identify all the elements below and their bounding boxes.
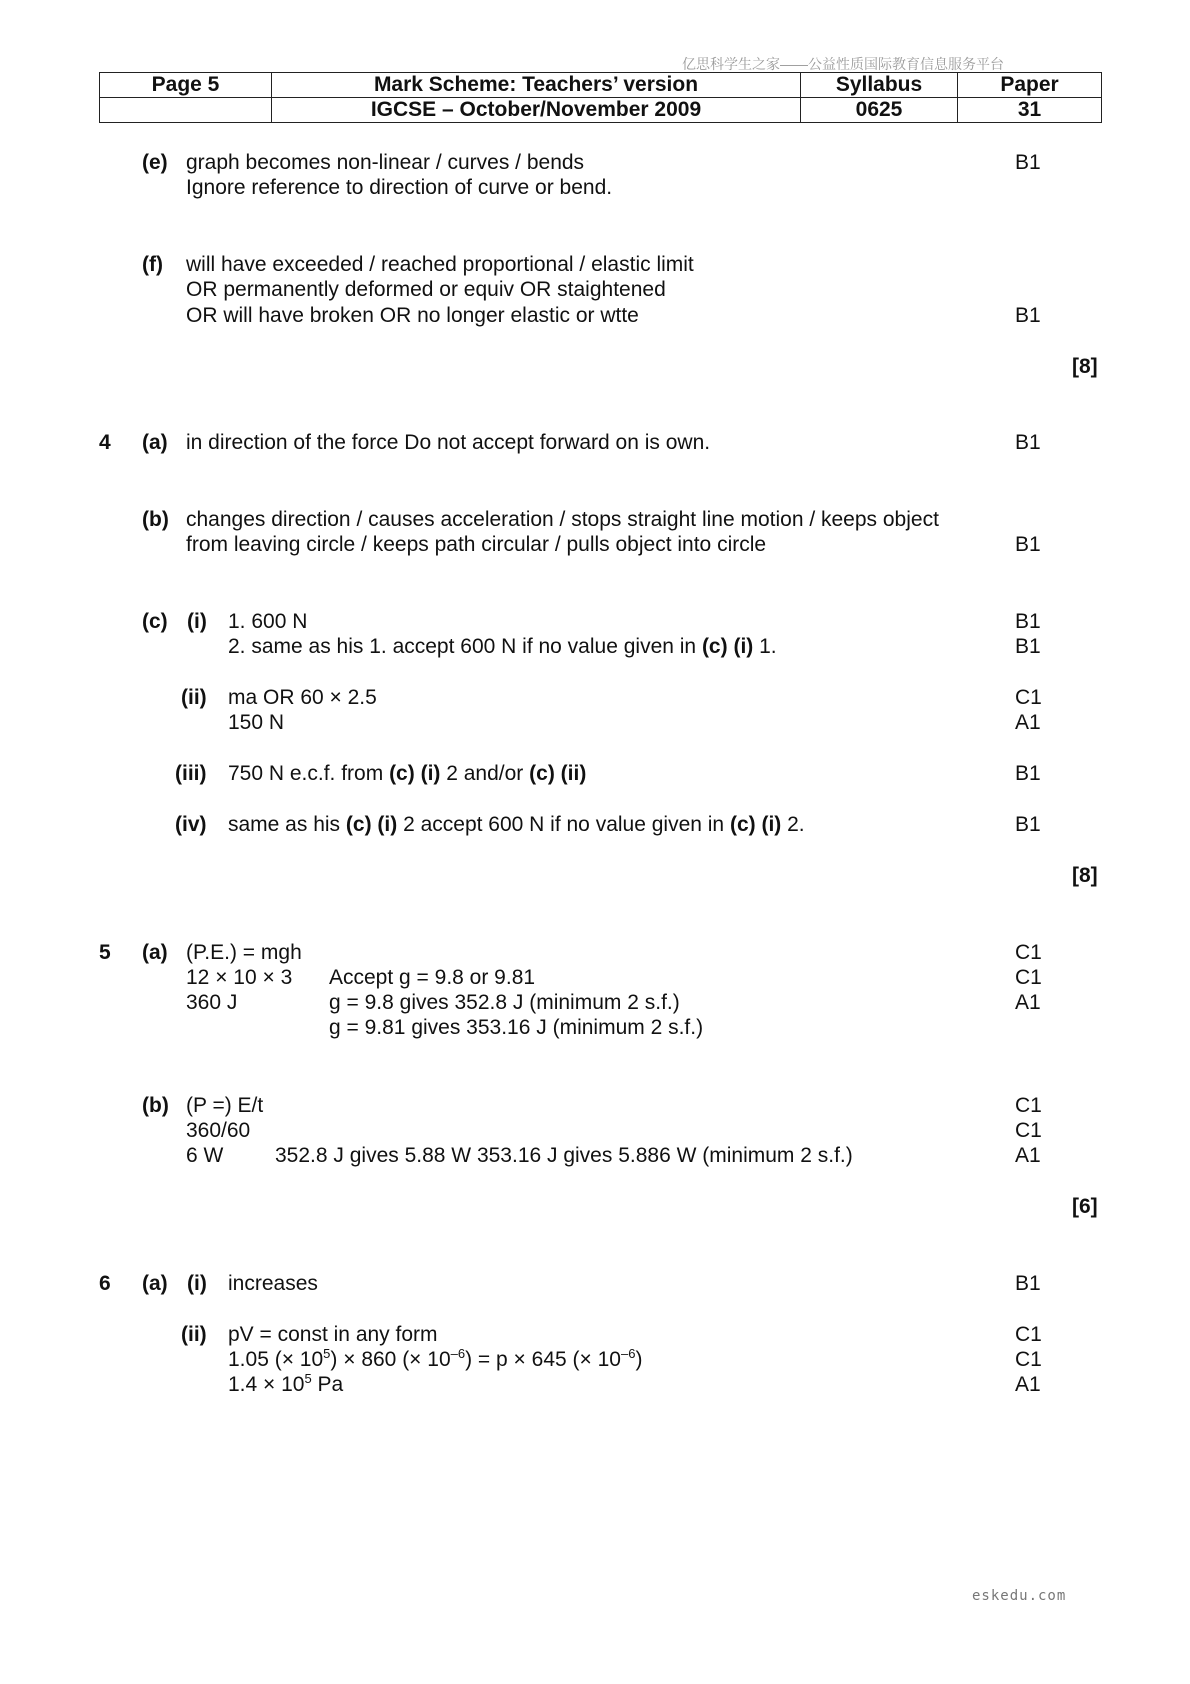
- q4ciii-text: [228, 761, 586, 786]
- q6aii-l2-part2: ) × 860 (× 10: [330, 1348, 451, 1371]
- q3e-line1: graph becomes non-linear / curves / bends: [186, 151, 585, 174]
- q6aii-line3: [228, 1372, 343, 1397]
- q5a-mark1: C1: [1015, 941, 1042, 964]
- q3f-label: (f): [142, 253, 163, 276]
- q4civ-label: (iv): [175, 813, 207, 836]
- q5b-line3a: 6 W: [186, 1144, 224, 1167]
- q4ciii-text-mid: 2 and/or: [440, 762, 530, 785]
- q4ci-mark2: B1: [1015, 635, 1041, 658]
- q4ciii-mark: B1: [1015, 762, 1041, 785]
- q5b-line1: (P =) E/t: [186, 1094, 264, 1117]
- q4civ-ref2-i: (i): [761, 813, 782, 836]
- q4civ-mark: B1: [1015, 813, 1041, 836]
- q5a-line3a: 360 J: [186, 991, 238, 1014]
- q6ai-label: (i): [187, 1272, 207, 1295]
- q6aii-l2-exp2: –6: [450, 1346, 466, 1361]
- q6aii-l2-exp1: 5: [323, 1346, 331, 1361]
- q5b-label: (b): [142, 1094, 169, 1117]
- q6aii-l2-part1: 1.05 (× 10: [228, 1348, 324, 1371]
- q5b-mark3: A1: [1015, 1144, 1041, 1167]
- q4ciii-ref1-i: (i): [420, 762, 441, 785]
- q3f-line1: will have exceeded / reached proportional / elastic limit: [186, 253, 694, 276]
- q6aii-mark2: C1: [1015, 1348, 1042, 1371]
- q4cii-line1: ma OR 60 × 2.5: [228, 686, 377, 709]
- watermark: 亿思科学生之家——公益性质国际教育信息服务平台: [682, 56, 1004, 72]
- q4cii-label: (ii): [181, 686, 207, 709]
- q4a-label: (a): [142, 431, 168, 454]
- q5a-line4b: g = 9.81 gives 353.16 J (minimum 2 s.f.): [329, 1016, 704, 1039]
- q6a-label: (a): [142, 1272, 168, 1295]
- q4a-mark: B1: [1015, 431, 1041, 454]
- q3e-mark: B1: [1015, 151, 1041, 174]
- q3e-label: (e): [142, 151, 168, 174]
- q3f-line3: OR will have broken OR no longer elastic or wtte: [186, 304, 639, 327]
- q3f-mark: B1: [1015, 304, 1041, 327]
- q4-number: 4: [99, 431, 111, 454]
- q4ci-line2: [228, 634, 777, 659]
- q5a-mark2: C1: [1015, 966, 1042, 989]
- q4cii-line2: 150 N: [228, 711, 285, 734]
- header-subtitle: IGCSE – October/November 2009: [272, 98, 801, 123]
- q6aii-l3-part2: Pa: [311, 1373, 344, 1396]
- q5a-line2a: 12 × 10 × 3: [186, 966, 293, 989]
- q4ci-ref-i: (i): [733, 635, 754, 658]
- q5b-line3b: 352.8 J gives 5.88 W 353.16 J gives 5.886 W (minimum 2 s.f.): [275, 1144, 853, 1167]
- header-page: Page 5: [100, 73, 272, 98]
- q5-total: [6]: [1072, 1195, 1098, 1218]
- q6-number: 6: [99, 1272, 111, 1295]
- q5a-label: (a): [142, 941, 168, 964]
- q4ciii-text-start: 750 N e.c.f. from: [228, 762, 390, 785]
- q4ciii-label: (iii): [175, 762, 207, 785]
- q6aii-line2: [228, 1347, 642, 1372]
- q6aii-mark1: C1: [1015, 1323, 1042, 1346]
- q5b-mark1: C1: [1015, 1094, 1042, 1117]
- q4b-label: (b): [142, 508, 169, 531]
- q4c-label: (c): [142, 610, 168, 633]
- q4b-line2: from leaving circle / keeps path circular / pulls object into circle: [186, 533, 767, 556]
- q4ciii-ref2-c: (c): [529, 762, 555, 785]
- q3e-line2: Ignore reference to direction of curve or bend.: [186, 176, 613, 199]
- q4ciii-ref2-ii: (ii): [560, 762, 587, 785]
- q4civ-ref1-i: (i): [377, 813, 398, 836]
- q6aii-l3-exp1: 5: [304, 1371, 312, 1386]
- q6aii-l2-exp3: –6: [620, 1346, 636, 1361]
- q4civ-text-start: same as his: [228, 813, 346, 836]
- q4ci-line2-end: 1.: [753, 635, 777, 658]
- q6aii-mark3: A1: [1015, 1373, 1041, 1396]
- q5b-mark2: C1: [1015, 1119, 1042, 1142]
- q4civ-ref1-c: (c): [345, 813, 372, 836]
- q4civ-text-end: 2.: [781, 813, 805, 836]
- q4a-text: in direction of the force Do not accept forward on is own.: [186, 431, 711, 454]
- header-paper-number: 31: [958, 98, 1102, 123]
- q4cii-mark2: A1: [1015, 711, 1041, 734]
- q4ci-line1: 1. 600 N: [228, 610, 308, 633]
- q6ai-mark: B1: [1015, 1272, 1041, 1295]
- q4-total: [8]: [1072, 864, 1098, 887]
- q4civ-text-mid: 2 accept 600 N if no value given in: [397, 813, 730, 836]
- q6ai-text: increases: [228, 1272, 318, 1295]
- q5-number: 5: [99, 941, 111, 964]
- q5b-line2: 360/60: [186, 1119, 251, 1142]
- header-syllabus-label: Syllabus: [801, 73, 958, 98]
- q5a-line3b: g = 9.8 gives 352.8 J (minimum 2 s.f.): [329, 991, 680, 1014]
- header-syllabus-code: 0625: [801, 98, 958, 123]
- q4cii-mark1: C1: [1015, 686, 1042, 709]
- q4ci-label: (i): [187, 610, 207, 633]
- q6aii-l2-part4: ): [635, 1348, 643, 1371]
- q3f-line2: OR permanently deformed or equiv OR staightened: [186, 278, 666, 301]
- header-empty-cell: [100, 98, 272, 123]
- q4b-mark: B1: [1015, 533, 1041, 556]
- q6aii-l2-part3: ) = p × 645 (× 10: [465, 1348, 621, 1371]
- q6aii-line1: pV = const in any form: [228, 1323, 438, 1346]
- header-paper-label: Paper: [958, 73, 1102, 98]
- header-title: Mark Scheme: Teachers’ version: [272, 73, 801, 98]
- q5a-line1: (P.E.) = mgh: [186, 941, 302, 964]
- q4ci-line2-text: 2. same as his 1. accept 600 N if no value given in: [228, 635, 702, 658]
- footer-site: eskedu.com: [972, 1588, 1067, 1604]
- q5a-mark3: A1: [1015, 991, 1041, 1014]
- header-table: [99, 72, 1102, 123]
- q5a-line2b: Accept g = 9.8 or 9.81: [329, 966, 536, 989]
- q4civ-ref2-c: (c): [729, 813, 756, 836]
- q6aii-l3-part1: 1.4 × 10: [228, 1373, 305, 1396]
- q4ciii-ref1-c: (c): [389, 762, 415, 785]
- q4ci-ref-c: (c): [701, 635, 728, 658]
- q4civ-text: [228, 812, 805, 837]
- q3-total: [8]: [1072, 355, 1098, 378]
- q4b-line1: changes direction / causes acceleration / stops straight line motion / keeps object: [186, 508, 939, 531]
- q4ci-mark1: B1: [1015, 610, 1041, 633]
- q6aii-label: (ii): [181, 1323, 207, 1346]
